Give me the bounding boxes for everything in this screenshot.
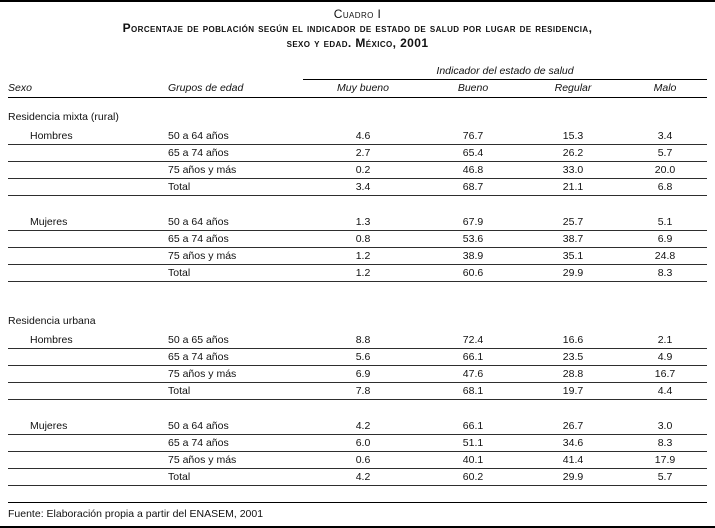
value-cell: 67.9 (462, 216, 484, 228)
age-group-cell: 65 a 74 años (168, 233, 229, 245)
age-group-cell: 75 años y más (168, 368, 237, 380)
value-cell: 38.7 (562, 233, 584, 245)
column-header-row (8, 80, 707, 98)
value-cell: 26.7 (562, 420, 584, 432)
value-cell: 60.2 (462, 471, 484, 483)
table-row (8, 383, 707, 400)
value-cell: 7.8 (355, 385, 371, 397)
group-gap (8, 196, 707, 214)
age-group-cell: Total (168, 181, 191, 193)
table-number: Cuadro I (333, 7, 382, 21)
value-cell: 29.9 (562, 267, 584, 279)
table-body (8, 98, 707, 486)
span-header-spacer (8, 64, 303, 80)
age-group-cell: Total (168, 267, 191, 279)
residence-label: Residencia mixta (rural) (8, 111, 119, 123)
value-cell: 66.1 (462, 420, 484, 432)
residence-label: Residencia urbana (8, 315, 96, 327)
value-cell: 23.5 (562, 351, 584, 363)
value-cell: 2.1 (657, 334, 673, 346)
bottom-spacer (8, 486, 707, 502)
sex-label-cell: Hombres (30, 334, 73, 346)
value-cell: 68.7 (462, 181, 484, 193)
value-cell: 40.1 (462, 454, 484, 466)
table-row (8, 265, 707, 282)
value-cell: 1.2 (355, 267, 371, 279)
value-cell: 4.6 (355, 130, 371, 142)
value-cell: 29.9 (562, 471, 584, 483)
value-cell: 38.9 (462, 250, 484, 262)
age-group-cell: Total (168, 385, 191, 397)
residence-label-row (8, 313, 707, 329)
table-row (8, 366, 707, 383)
sex-label-cell: Mujeres (30, 216, 68, 228)
age-group-cell: 50 a 65 años (168, 334, 229, 346)
value-cell: 33.0 (562, 164, 584, 176)
value-cell: 8.3 (657, 437, 673, 449)
indicator-span-header: Indicador del estado de salud (303, 64, 707, 80)
age-group-cell: 65 a 74 años (168, 437, 229, 449)
value-cell: 72.4 (462, 334, 484, 346)
value-cell: 35.1 (562, 250, 584, 262)
value-cell: 0.2 (355, 164, 371, 176)
age-group-cell: 50 a 64 años (168, 216, 229, 228)
value-cell: 25.7 (562, 216, 584, 228)
value-cell: 65.4 (462, 147, 484, 159)
value-cell: 5.6 (355, 351, 371, 363)
value-cell: 1.3 (355, 216, 371, 228)
value-cell: 4.9 (657, 351, 673, 363)
table-row (8, 162, 707, 179)
table-title-line1: Porcentaje de población según el indicador de estado de salud por lugar de residencia, (122, 21, 593, 35)
value-cell: 15.3 (562, 130, 584, 142)
value-cell: 8.8 (355, 334, 371, 346)
value-cell: 3.0 (657, 420, 673, 432)
sex-label-cell: Mujeres (30, 420, 68, 432)
value-cell: 53.6 (462, 233, 484, 245)
value-cell: 4.4 (657, 385, 673, 397)
age-group-cell: 75 años y más (168, 164, 237, 176)
table-row (8, 179, 707, 196)
value-cell: 0.8 (355, 233, 371, 245)
value-cell: 4.2 (355, 420, 371, 432)
age-group-cell: 65 a 74 años (168, 147, 229, 159)
value-cell: 8.3 (657, 267, 673, 279)
value-cell: 0.6 (355, 454, 371, 466)
value-cell: 24.8 (654, 250, 676, 262)
source-note: Fuente: Elaboración propia a partir del ENASEM, 2001 (8, 502, 707, 526)
table-row (8, 248, 707, 265)
value-cell: 46.8 (462, 164, 484, 176)
value-cell: 16.6 (562, 334, 584, 346)
value-cell: 20.0 (654, 164, 676, 176)
value-cell: 5.7 (657, 147, 673, 159)
col-header-sexo: Sexo (8, 82, 32, 94)
col-header-bueno: Bueno (457, 82, 489, 94)
value-cell: 6.8 (657, 181, 673, 193)
table-row (8, 231, 707, 248)
value-cell: 17.9 (654, 454, 676, 466)
table-row (8, 452, 707, 469)
group-gap (8, 400, 707, 418)
table-row (8, 332, 707, 349)
age-group-cell: 50 a 64 años (168, 420, 229, 432)
value-cell: 6.0 (355, 437, 371, 449)
value-cell: 68.1 (462, 385, 484, 397)
age-group-cell: 75 años y más (168, 250, 237, 262)
value-cell: 76.7 (462, 130, 484, 142)
residence-label-row (8, 109, 707, 125)
sex-label-cell: Hombres (30, 130, 73, 142)
value-cell: 16.7 (654, 368, 676, 380)
value-cell: 66.1 (462, 351, 484, 363)
value-cell: 5.7 (657, 471, 673, 483)
value-cell: 41.4 (562, 454, 584, 466)
table-row (8, 349, 707, 366)
value-cell: 3.4 (657, 130, 673, 142)
value-cell: 34.6 (562, 437, 584, 449)
col-header-regular: Regular (554, 82, 592, 94)
table-title-line2: sexo y edad. México, 2001 (286, 36, 429, 50)
value-cell: 6.9 (657, 233, 673, 245)
value-cell: 51.1 (462, 437, 484, 449)
age-group-cell: Total (168, 471, 191, 483)
col-header-malo: Malo (653, 82, 677, 94)
value-cell: 60.6 (462, 267, 484, 279)
value-cell: 1.2 (355, 250, 371, 262)
value-cell: 21.1 (562, 181, 584, 193)
age-group-cell: 65 a 74 años (168, 351, 229, 363)
age-group-cell: 50 a 64 años (168, 130, 229, 142)
value-cell: 3.4 (355, 181, 371, 193)
value-cell: 26.2 (562, 147, 584, 159)
table-row (8, 469, 707, 486)
col-header-edad: Grupos de edad (168, 82, 244, 94)
value-cell: 28.8 (562, 368, 584, 380)
col-header-muy-bueno: Muy bueno (337, 82, 389, 94)
value-cell: 19.7 (562, 385, 584, 397)
table-row (8, 418, 707, 435)
value-cell: 4.2 (355, 471, 371, 483)
table-row (8, 128, 707, 145)
value-cell: 47.6 (462, 368, 484, 380)
section-gap (8, 282, 707, 302)
indicator-span-header-row (8, 64, 707, 80)
table-row (8, 145, 707, 162)
value-cell: 6.9 (355, 368, 371, 380)
value-cell: 2.7 (355, 147, 371, 159)
table-row (8, 214, 707, 231)
age-group-cell: 75 años y más (168, 454, 237, 466)
value-cell: 5.1 (657, 216, 673, 228)
table-row (8, 435, 707, 452)
